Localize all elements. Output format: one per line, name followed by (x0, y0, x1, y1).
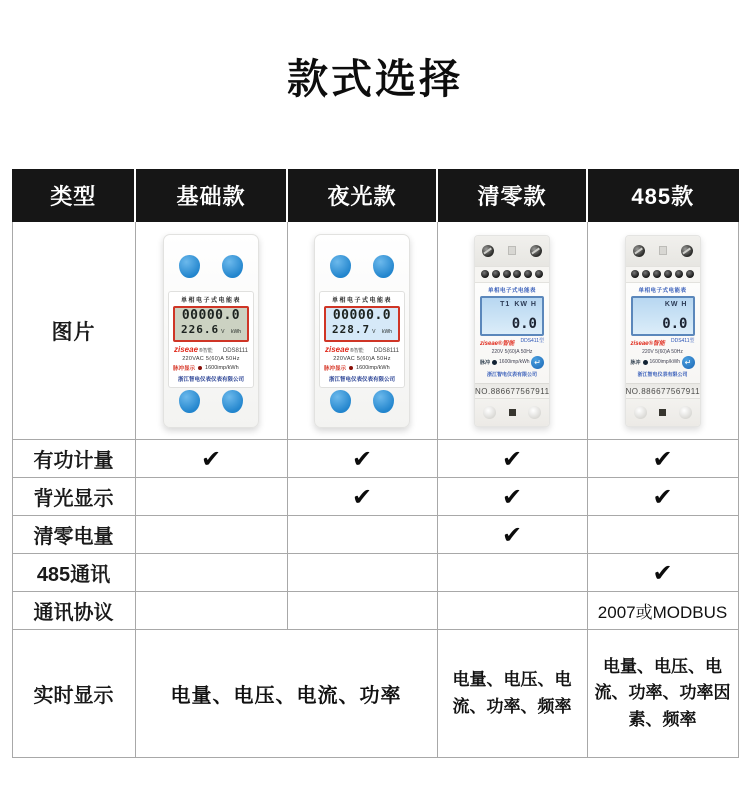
header-reset: 清零款 (437, 170, 587, 222)
lcd-energy-reading: 0.0 (662, 315, 688, 332)
screw-icon (681, 245, 693, 257)
spec-line: 220V 5(60)A 50Hz (491, 348, 533, 355)
lcd-voltage: 228.7 (332, 322, 371, 336)
pulse-label: 脉冲显示 (324, 365, 347, 372)
lcd-energy-reading: 0.0 (511, 315, 537, 332)
comparison-table (12, 169, 739, 758)
screw-icon (634, 406, 647, 419)
meter-image-night (310, 232, 414, 430)
image-row-label: 图片 (12, 222, 135, 440)
voltage-unit: V (221, 328, 225, 335)
terminal-hole-icon (513, 270, 521, 278)
lcd-display-backlit (480, 296, 544, 336)
check-mark (587, 516, 738, 554)
model-number: DDS8111 (373, 347, 399, 354)
check-mark: ✔ (437, 440, 587, 478)
header-485: 485款 (587, 170, 738, 222)
realtime-485: 电量、电压、电流、功率、功率因素、频率 (587, 630, 738, 758)
company-name: 浙江智电仪表有限公司 (486, 371, 537, 378)
terminal-hole-icon (631, 270, 639, 278)
pulse-label: 脉冲 (480, 359, 491, 366)
feature-label: 实时显示 (12, 630, 135, 758)
check-mark: ✔ (587, 440, 738, 478)
product-cell-night (287, 222, 437, 440)
spec-line: 220VAC 5(60)A 50Hz (182, 355, 240, 362)
protocol-value: 2007或MODBUS (587, 592, 738, 630)
check-mark (437, 554, 587, 592)
spec-line: 220VAC 5(60)A 50Hz (333, 355, 391, 362)
meter-type-label: 单相电子式电能表 (331, 297, 392, 304)
seal-icon (330, 390, 351, 413)
company-name: 浙江智电仪表有限公司 (637, 371, 688, 378)
brand-logo: ziseae (174, 344, 199, 354)
company-name: 浙江智电仪表仪表有限公司 (328, 376, 395, 383)
meter-panel (168, 291, 254, 388)
screw-icon (528, 406, 541, 419)
meter-image-485 (625, 235, 701, 427)
lcd-display-backlit (324, 306, 400, 342)
lcd-energy-reading: 00000.0 (181, 307, 241, 323)
cover-tab (508, 246, 516, 255)
check-mark (135, 516, 287, 554)
feature-label: 通讯协议 (12, 592, 135, 630)
check-mark (135, 554, 287, 592)
pulse-led-icon (349, 366, 353, 370)
image-row (12, 222, 738, 440)
header-night: 夜光款 (287, 170, 437, 222)
meter-image-basic (159, 232, 263, 430)
protocol-value (437, 592, 587, 630)
protocol-value (287, 592, 437, 630)
model-number: DDS411型 (520, 337, 544, 344)
terminal-hole-icon (664, 270, 672, 278)
terminal-cover-bottom (475, 398, 549, 426)
terminal-hole-icon (642, 270, 650, 278)
serial-number: NO.886677567911 (626, 383, 700, 398)
lcd-display-backlit (631, 296, 695, 336)
seal-icon (179, 390, 200, 413)
terminal-hole-icon (481, 270, 489, 278)
check-mark (287, 516, 437, 554)
reset-button-icon: ↵ (531, 356, 544, 369)
check-mark: ✔ (587, 554, 738, 592)
feature-label: 背光显示 (12, 478, 135, 516)
check-mark: ✔ (287, 478, 437, 516)
realtime-display-row (12, 630, 738, 758)
serial-number: NO.886677567911 (475, 383, 549, 398)
check-mark: ✔ (437, 516, 587, 554)
feature-label: 485通讯 (12, 554, 135, 592)
meter-constant: 1600imp/kWh (205, 364, 239, 371)
terminal-holes (475, 266, 549, 283)
seal-icon (222, 390, 243, 413)
pulse-label: 脉冲显示 (173, 365, 196, 372)
check-mark (135, 478, 287, 516)
model-number: DDS8111 (222, 347, 248, 354)
meter-type-label: 单相电子式电能表 (638, 287, 687, 294)
product-cell-485 (587, 222, 738, 440)
meter-constant: 1600imp/kWh (649, 359, 681, 365)
seal-icon (373, 390, 394, 413)
terminal-hole-icon (492, 270, 500, 278)
brand-suffix: ®智能 (350, 347, 364, 354)
product-cell-basic (135, 222, 287, 440)
cover-tab (509, 409, 516, 416)
tariff-label: T1 (500, 300, 511, 308)
seal-icon (373, 255, 394, 278)
realtime-reset: 电量、电压、电流、功率、频率 (437, 630, 587, 758)
model-number: DDS411型 (670, 337, 695, 344)
terminal-cover-top (475, 236, 549, 266)
realtime-basic-night: 电量、电压、电流、功率 (135, 630, 437, 758)
screw-icon (633, 245, 645, 257)
product-cell-reset (437, 222, 587, 440)
feature-label: 有功计量 (12, 440, 135, 478)
seal-icon (330, 255, 351, 278)
unit-label: KW H (664, 300, 688, 308)
brand-logo: ziseae (325, 344, 350, 354)
terminal-hole-icon (524, 270, 532, 278)
lcd-display (173, 306, 249, 342)
brand-suffix: ®智能 (199, 347, 213, 354)
feature-row-active-metering (12, 440, 738, 478)
cover-tab (659, 409, 666, 416)
lcd-voltage: 226.6 (181, 322, 220, 336)
check-mark: ✔ (437, 478, 587, 516)
header-basic: 基础款 (135, 170, 287, 222)
seal-icon (179, 255, 200, 278)
terminal-cover-top (626, 236, 700, 266)
terminal-hole-icon (675, 270, 683, 278)
meter-image-reset (474, 235, 550, 427)
brand-logo: ziseae®智能 (480, 340, 515, 347)
terminal-hole-icon (686, 270, 694, 278)
cover-tab (659, 246, 667, 255)
terminal-hole-icon (653, 270, 661, 278)
meter-face (626, 283, 700, 383)
screw-icon (483, 406, 496, 419)
company-name: 浙江智电仪表仪表有限公司 (177, 376, 244, 383)
spec-line: 220V 5(60)A 50Hz (642, 348, 683, 355)
check-mark: ✔ (587, 478, 738, 516)
energy-unit: kWh (382, 328, 392, 335)
terminal-cover-bottom (626, 398, 700, 426)
meter-type-label: 单相电子式电能表 (180, 297, 241, 304)
pulse-label: 脉冲 (630, 359, 641, 366)
terminal-holes (626, 266, 700, 283)
feature-row-reset-energy (12, 516, 738, 554)
check-mark: ✔ (287, 440, 437, 478)
feature-row-backlight (12, 478, 738, 516)
meter-face (475, 283, 549, 383)
unit-label: KW H (514, 300, 537, 308)
header-row (12, 170, 738, 222)
screw-icon (482, 245, 494, 257)
meter-constant: 1600imp/kWh (499, 359, 530, 365)
screw-icon (530, 245, 542, 257)
brand-logo: ziseae®智能 (630, 340, 665, 347)
protocol-value (135, 592, 287, 630)
page-title: 款式选择 (287, 56, 463, 102)
check-mark: ✔ (135, 440, 287, 478)
feature-row-485-comm (12, 554, 738, 592)
seal-icon (222, 255, 243, 278)
screw-icon (679, 406, 692, 419)
check-mark (287, 554, 437, 592)
terminal-hole-icon (535, 270, 543, 278)
pulse-led-icon (198, 366, 202, 370)
meter-constant: 1600imp/kWh (356, 364, 390, 371)
meter-panel (319, 291, 405, 388)
pulse-led-icon (492, 360, 497, 365)
meter-type-label: 单相电子式电能表 (487, 287, 536, 294)
pulse-led-icon (643, 360, 648, 365)
energy-unit: kWh (231, 328, 241, 335)
feature-label: 清零电量 (12, 516, 135, 554)
header-type: 类型 (12, 170, 135, 222)
lcd-energy-reading: 00000.0 (332, 307, 392, 323)
voltage-unit: V (372, 328, 376, 335)
terminal-hole-icon (503, 270, 511, 278)
feature-row-protocol (12, 592, 738, 630)
reset-button-icon: ↵ (682, 356, 695, 369)
